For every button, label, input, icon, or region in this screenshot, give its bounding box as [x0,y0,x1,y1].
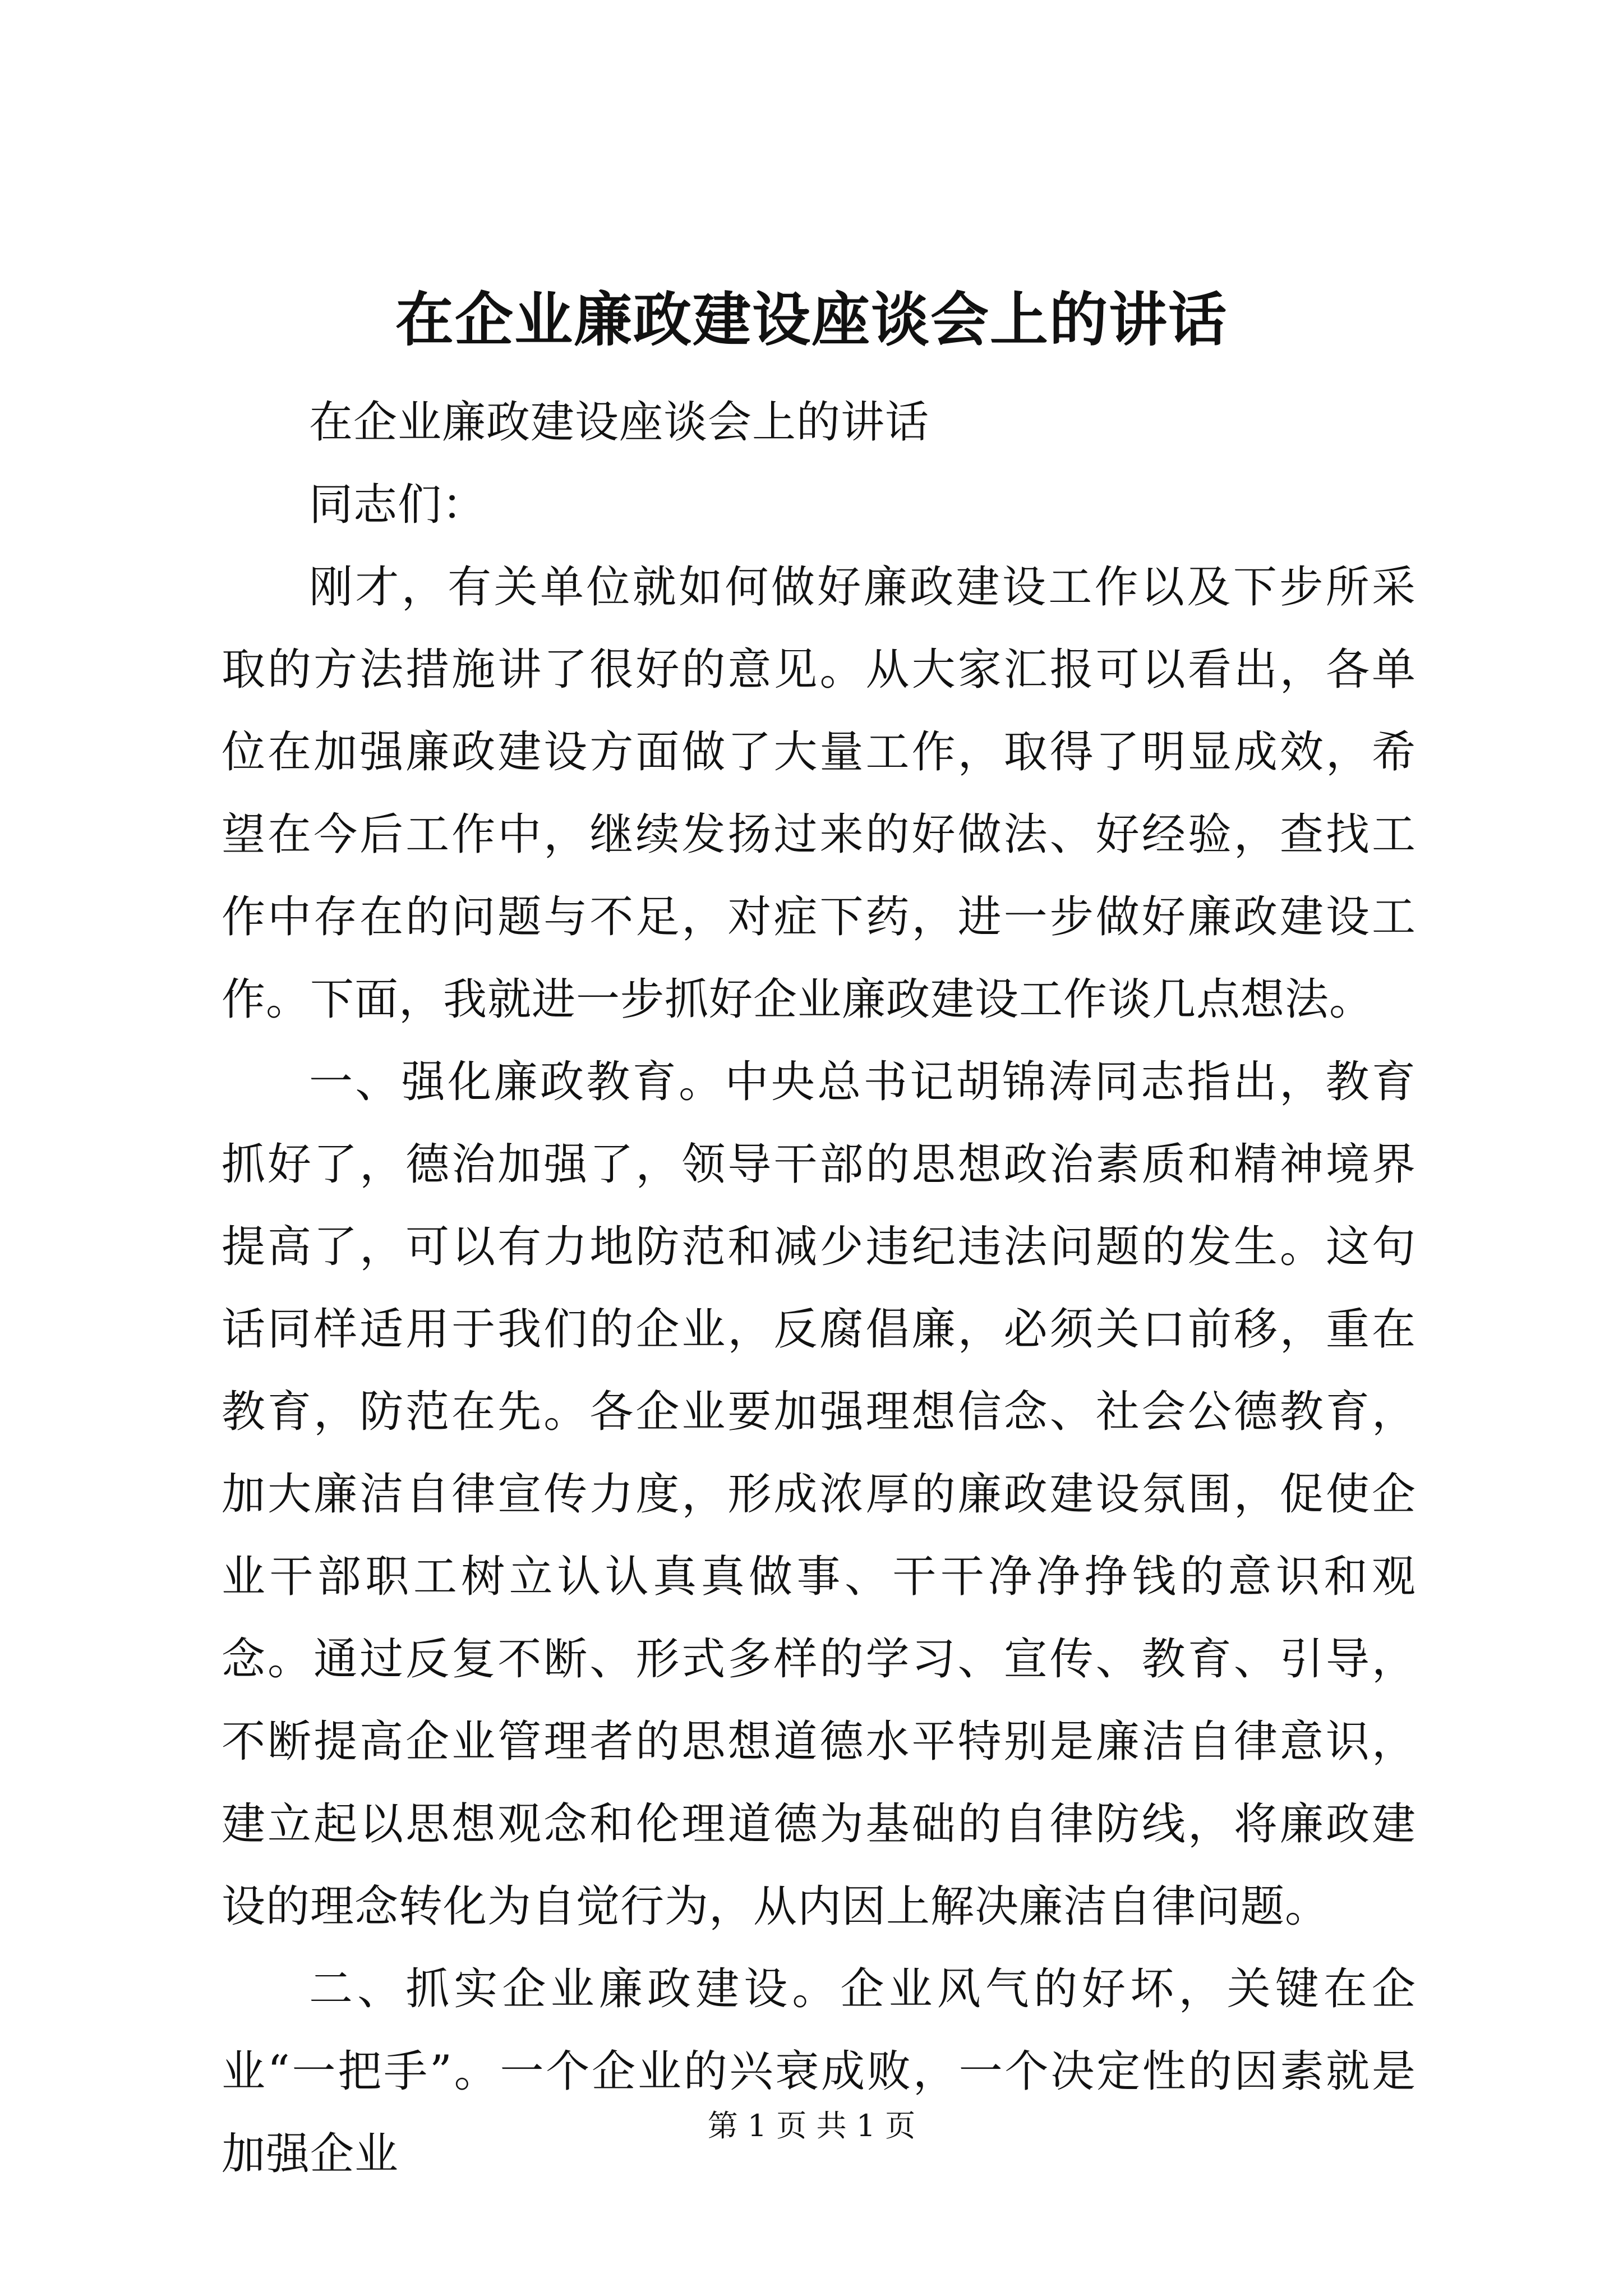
paragraph-section-two: 二、抓实企业廉政建设。企业风气的好坏，关键在企业“一把手”。一个企业的兴衰成败，一个决定性的因素就是加强企业 [222,1964,1416,2179]
paragraph-section-one: 一、强化廉政教育。中央总书记胡锦涛同志指出，教育抓好了，德治加强了，领导干部的思想政治素质和精神境界提高了，可以有力地防范和减少违纪违法问题的发生。这句话同样适用于我们的企业，反腐倡廉，必须关口前移，重在教育，防范在先。各企业要加强理想信念、社会公德教育，加大廉洁自律宣传力度，形成浓厚的廉政建设氛围，促使企业干部职工树立认认真真做事、干干净净挣钱的意识和观念。通过反复不断、形式多样的学习、宣传、教育、引导，不断提高企业管理者的思想道德水平特别是廉洁自律意识，建立起以思想观念和伦理道德为基础的自律防线，将廉政建设的理念转化为自觉行为，从内因上解决廉洁自律问题。 [222,1057,1416,1932]
paragraph-intro: 刚才，有关单位就如何做好廉政建设工作以及下步所采取的方法措施讲了很好的意见。从大家汇报可以看出，各单位在加强廉政建设方面做了大量工作，取得了明显成效，希望在今后工作中，继续发扬过来的好做法、好经验，查找工作中存在的问题与不足，对症下药，进一步做好廉政建设工作。下面，我就进一步抓好企业廉政建设工作谈几点想法。 [222,562,1416,1025]
page-footer: 第 1 页 共 1 页 [707,2108,916,2143]
paragraph-subtitle: 在企业廉政建设座谈会上的讲话 [309,397,930,448]
document-body [222,381,1416,2196]
document-title: 在企业廉政建设座谈会上的讲话 [395,285,1228,354]
paragraph-salutation: 同志们： [309,480,487,530]
